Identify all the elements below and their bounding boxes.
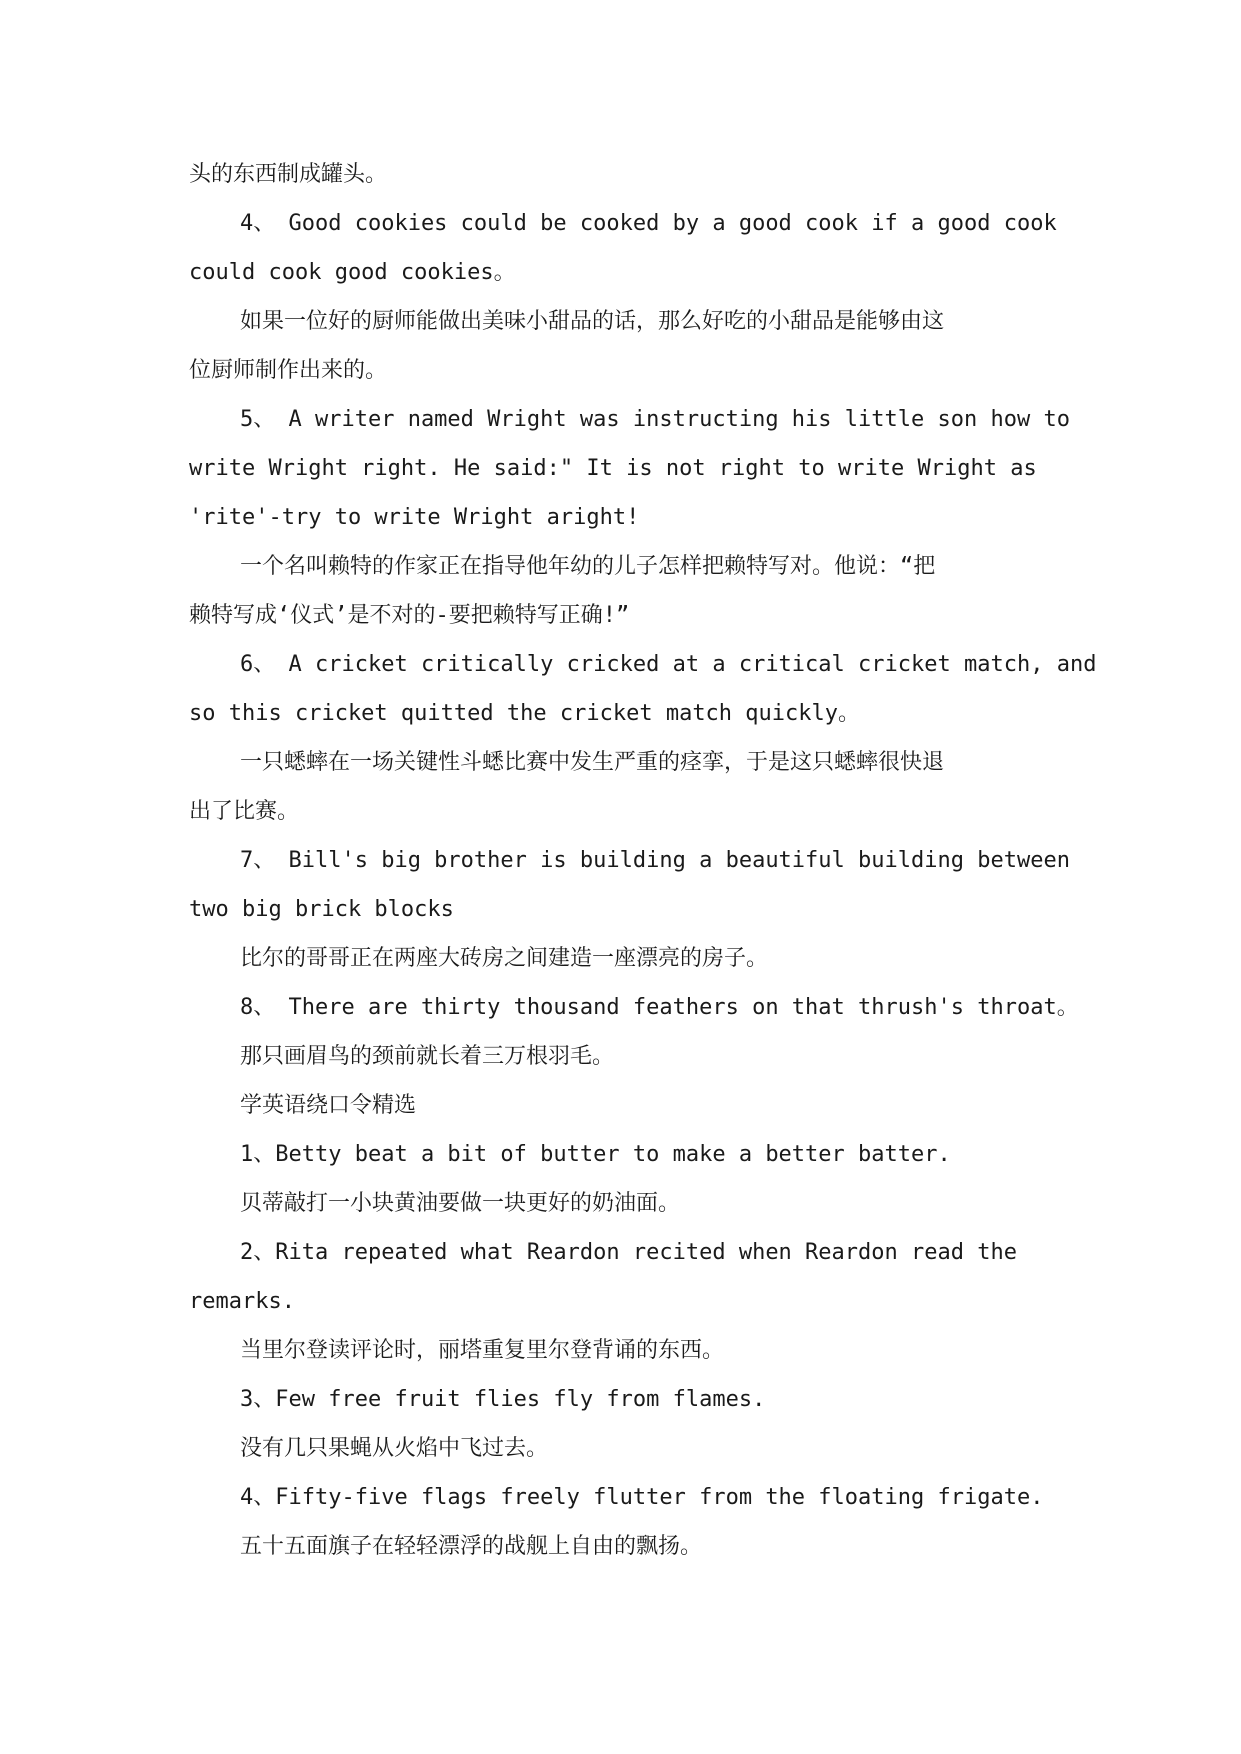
text-line: 没有几只果蝇从火焰中飞过去。 [240,1436,549,1461]
text-line: 赖特写成‘仪式’是不对的-要把赖特写正确!” [189,603,630,628]
text-line: 'rite'-try to write Wright aright! [189,505,640,530]
text-line: 2、Rita repeated what Reardon recited when Reardon read the [240,1240,1017,1265]
text-line: so this cricket quitted the cricket match quickly。 [189,701,861,726]
text-line: 4、Fifty-five flags freely flutter from the floating frigate. [240,1485,1044,1510]
section-heading: 学英语绕口令精选 [240,1093,417,1118]
text-line: 4、 Good cookies could be cooked by a good cook if a good cook [240,211,1057,236]
text-line: 五十五面旗子在轻轻漂浮的战舰上自由的飘扬。 [240,1534,703,1559]
text-line: remarks. [189,1289,295,1314]
text-line: 那只画眉鸟的颈前就长着三万根羽毛。 [240,1044,615,1069]
text-line: could cook good cookies。 [189,260,516,285]
text-line: two big brick blocks [189,897,454,922]
text-line: 3、Few free fruit flies fly from flames. [240,1387,766,1412]
text-line: 出了比赛。 [189,799,300,824]
text-line: 6、 A cricket critically cricked at a critical cricket match, and [240,652,1097,677]
text-line: 一只蟋蟀在一场关键性斗蟋比赛中发生严重的痉挛，于是这只蟋蟀很快退 [240,750,945,775]
text-line: 5、 A writer named Wright was instructing his little son how to [240,407,1070,432]
text-line: 比尔的哥哥正在两座大砖房之间建造一座漂亮的房子。 [240,946,769,971]
text-line: 贝蒂敲打一小块黄油要做一块更好的奶油面。 [240,1191,681,1216]
document-body [189,150,1097,1571]
text-line: 当里尔登读评论时，丽塔重复里尔登背诵的东西。 [240,1338,725,1363]
text-line: 一个名叫赖特的作家正在指导他年幼的儿子怎样把赖特写对。他说：“把 [240,554,936,579]
text-line: 如果一位好的厨师能做出美味小甜品的话，那么好吃的小甜品是能够由这 [240,309,945,334]
text-line: 1、Betty beat a bit of butter to make a better batter. [240,1142,951,1167]
text-line: 8、 There are thirty thousand feathers on that thrush's throat。 [240,995,1079,1020]
text-line: 位厨师制作出来的。 [189,358,388,383]
text-line: 头的东西制成罐头。 [189,162,388,187]
text-line: write Wright right. He said:" It is not right to write Wright as [189,456,1037,481]
text-line: 7、 Bill's big brother is building a beautiful building between [240,848,1070,873]
